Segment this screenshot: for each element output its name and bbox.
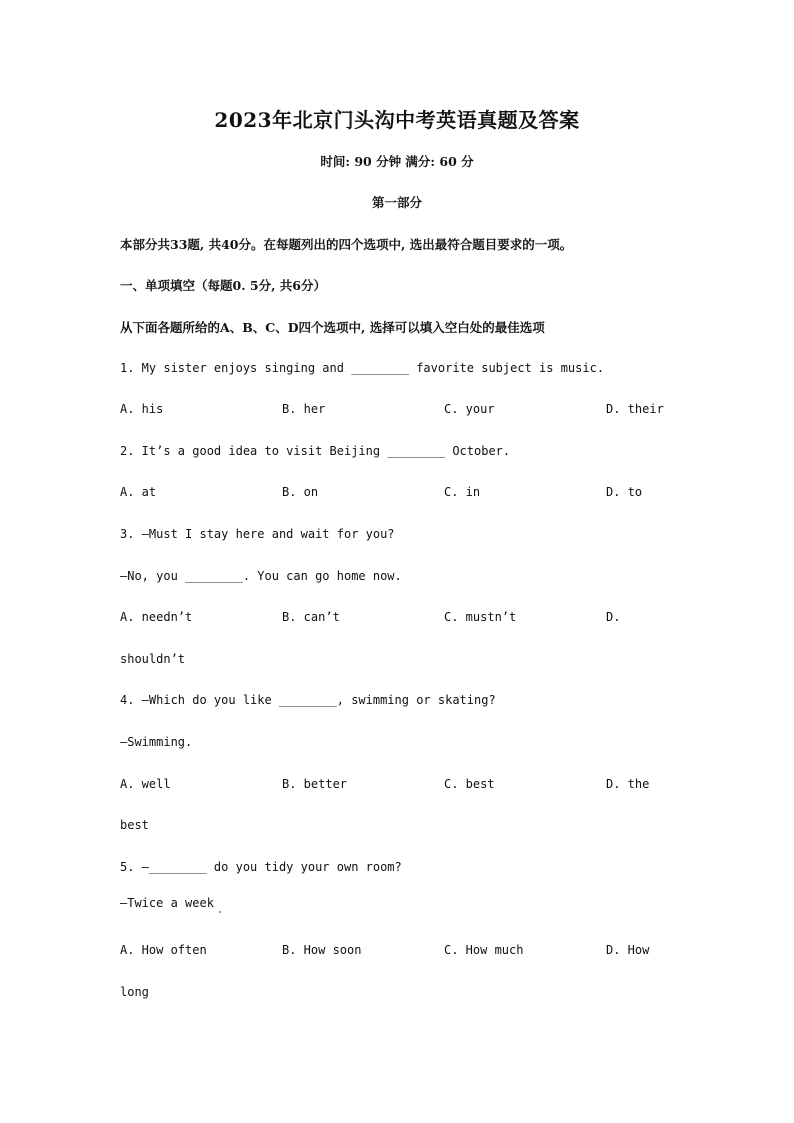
question-2-option-a: A. at xyxy=(120,485,157,499)
question-4-option-a: A. well xyxy=(120,777,171,791)
exam-meta: 时间: 90 分钟 满分: 60 分 xyxy=(320,154,474,169)
question-2-stem: 2. It’s a good idea to visit Beijing ________ October. xyxy=(120,444,511,458)
question-4-reply: —Swimming. xyxy=(120,735,193,749)
part-heading: 第一部分 xyxy=(371,195,422,210)
section-instruction: 从下面各题所给的A、B、C、D四个选项中, 选择可以填入空白处的最佳选项 xyxy=(120,320,545,335)
question-5-option-d: D. How xyxy=(606,943,650,957)
question-1-option-b: B. her xyxy=(282,402,326,416)
document-title: 2023年北京门头沟中考英语真题及答案 xyxy=(214,108,580,132)
question-5-option-d-wrap: long xyxy=(120,985,149,999)
question-4-option-b: B. better xyxy=(282,777,348,791)
question-3-option-a: A. needn’t xyxy=(120,610,193,624)
question-3-option-d: D. xyxy=(606,610,621,624)
question-1-stem: 1. My sister enjoys singing and ________ favorite subject is music. xyxy=(120,361,605,375)
section-title: 一、单项填空（每题0. 5分, 共6分） xyxy=(120,278,327,293)
question-4-option-d: D. the xyxy=(606,777,650,791)
question-4-stem: 4. —Which do you like ________, swimming or skating? xyxy=(120,693,496,707)
question-2-option-c: C. in xyxy=(444,485,481,499)
stray-dot xyxy=(219,911,221,913)
question-1-option-d: D. their xyxy=(606,402,664,416)
question-3-reply: —No, you ________. You can go home now. xyxy=(120,569,402,583)
question-3-option-c: C. mustn’t xyxy=(444,610,517,624)
question-5-option-b: B. How soon xyxy=(282,943,362,957)
question-3-option-b: B. can’t xyxy=(282,610,340,624)
question-5-reply: —Twice a week xyxy=(120,896,214,910)
question-3-stem: 3. —Must I stay here and wait for you? xyxy=(120,527,395,541)
question-1-option-c: C. your xyxy=(444,402,495,416)
question-3-option-d-wrap: shouldn’t xyxy=(120,652,186,666)
question-2-option-d: D. to xyxy=(606,485,643,499)
question-5-stem: 5. —________ do you tidy your own room? xyxy=(120,860,402,874)
question-4-option-d-wrap: best xyxy=(120,818,149,832)
part-intro: 本部分共33题, 共40分。在每题列出的四个选项中, 选出最符合题目要求的一项。 xyxy=(120,237,573,252)
question-5-option-c: C. How much xyxy=(444,943,524,957)
question-4-option-c: C. best xyxy=(444,777,495,791)
question-1-option-a: A. his xyxy=(120,402,164,416)
question-2-option-b: B. on xyxy=(282,485,319,499)
question-5-option-a: A. How often xyxy=(120,943,207,957)
